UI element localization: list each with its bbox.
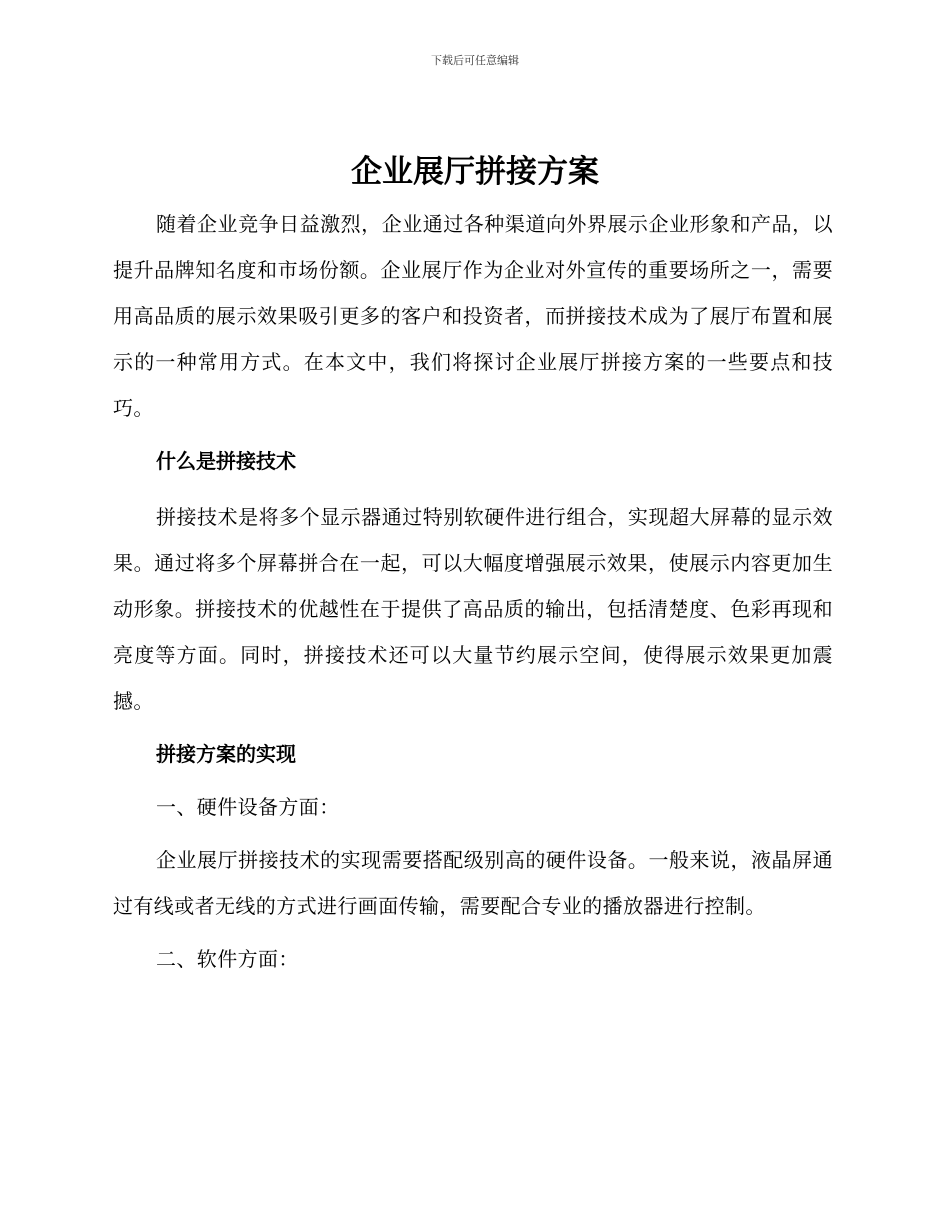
page-title: 企业展厅拼接方案 — [351, 154, 599, 190]
hardware-paragraph: 企业展厅拼接技术的实现需要搭配级别高的硬件设备。一般来说，液晶屏通过有线或者无线的方式进行画面传输，需要配合专业的播放器进行控制。 — [113, 848, 833, 918]
software-heading: 二、软件方面： — [156, 947, 299, 971]
section-heading-splicing-tech: 什么是拼接技术 — [156, 449, 296, 473]
hardware-heading: 一、硬件设备方面： — [156, 795, 340, 819]
document-body — [113, 201, 833, 982]
section-heading-implementation: 拼接方案的实现 — [156, 742, 296, 766]
intro-paragraph: 随着企业竞争日益激烈，企业通过各种渠道向外界展示企业形象和产品，以提升品牌知名度和市场份额。企业展厅作为企业对外宣传的重要场所之一，需要用高品质的展示效果吸引更多的客户和投资者，而拼接技术成为了展厅布置和展示的一种常用方式。在本文中，我们将探讨企业展厅拼接方案的一些要点和技巧。 — [113, 212, 833, 420]
splicing-tech-paragraph: 拼接技术是将多个显示器通过特别软硬件进行组合，实现超大屏幕的显示效果。通过将多个屏幕拼合在一起，可以大幅度增强展示效果，使展示内容更加生动形象。拼接技术的优越性在于提供了高品质的输出，包括清楚度、色彩再现和亮度等方面。同时，拼接技术还可以大量节约展示空间，使得展示效果更加震撼。 — [113, 505, 833, 713]
running-header: 下载后可任意编辑 — [431, 54, 519, 67]
